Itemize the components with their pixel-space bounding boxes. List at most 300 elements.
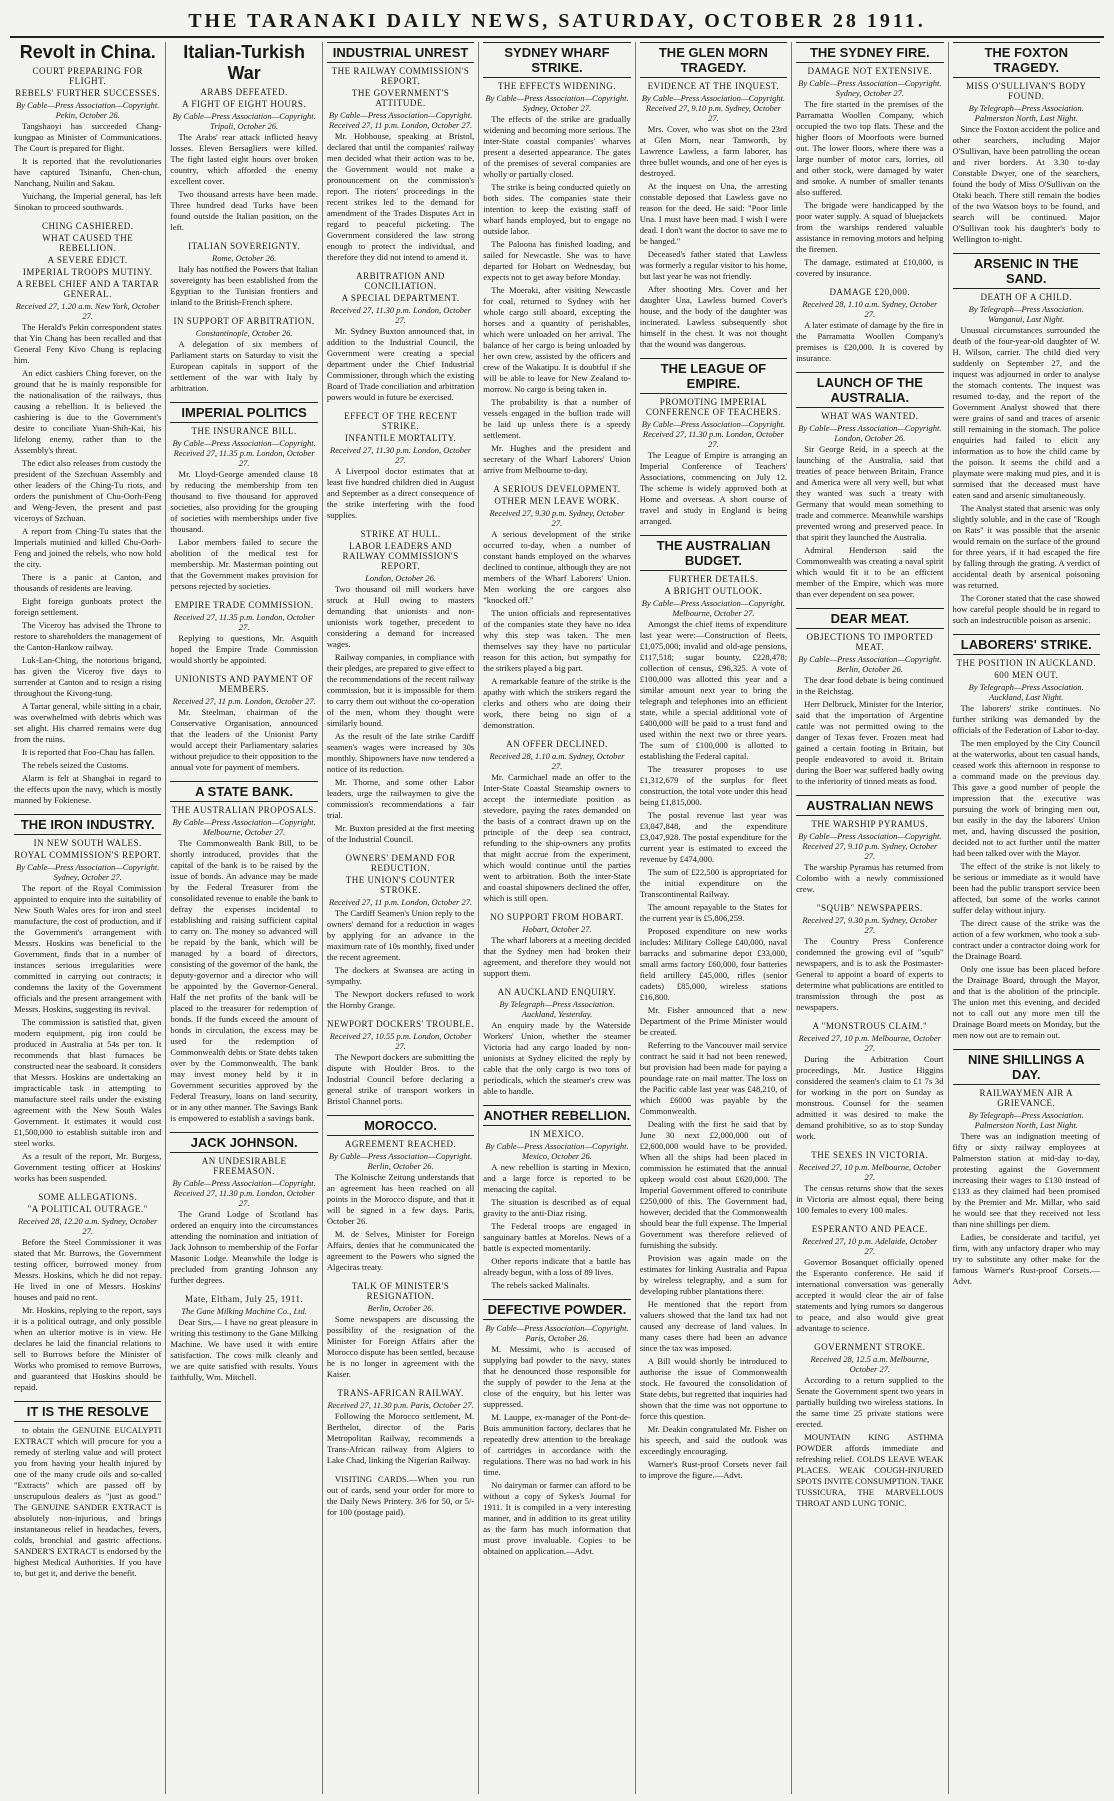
article-paragraph: Railway companies, in compliance with their pledges, are prepared to give effect to the recommendations of the recent railway commission, but it is impossible for them to carry them out without the co-operation of the men, whom they thought were similarly bound.: [326, 652, 475, 728]
article-paragraph: Mr. Hoskins, replying to the report, says it is a political outrage, and only possible when an ulterior motive is in view. He declares he laid the financial relations to sell to Burrows before the Minister of Works who promised to remove Burrows, and guaranteed that Hoskins should be repaid.: [14, 1305, 162, 1392]
article-headline: ARSENIC IN THE SAND.: [953, 253, 1100, 289]
article-subheading: DEATH OF A CHILD.: [980, 292, 1072, 302]
article-paragraph: The Moeraki, after visiting Newcastle for coal, returned to Sydney with her whole cargo still aboard, excepting the horses and a quantity of perishables, which were unloaded on her arrival. The balance of her cargo is being unloaded by her own crew, assisted by the officers and crew of the Wakatipu. It is doubtful if she will be able to leave for New Zealand to-morrow. No cargo is being taken in.: [483, 285, 631, 394]
article-headline: Italian-Turkish War: [183, 42, 305, 83]
article-paragraph: At the inquest on Una, the arresting constable deposed that Lawless gave no reason for the deed. He said: "Poor little Una. I must have been mad. I wish I were dead. I don't want the doctor to save me to be hanged.": [639, 181, 788, 246]
article-subheading: A FIGHT OF EIGHT HOURS.: [182, 99, 307, 109]
article-paragraph: Tangshaoyi has succeeded Chang-kungpao as Minister of Communications. The Court is prepared for flight.: [14, 121, 162, 153]
article-headline: IMPERIAL POLITICS: [170, 402, 317, 423]
article: [953, 253, 1100, 626]
article-byline: By Cable—Press Association—Copyright. Mexico, October 26.: [485, 1141, 629, 1161]
article-paragraph: Governor Bosanquet officially opened the Esperanto conference. He said if international conversation was generally accepted it would clear the air of false statements and lying rumors so dangerous to peace, and also would give great advantage to science.: [796, 1257, 944, 1333]
article: [327, 271, 474, 403]
article-byline: By Cable—Press Association—Copyright. Sydney, October 27.: [16, 862, 160, 882]
article: [483, 42, 630, 476]
article-headline: THE GLEN MORN TRAGEDY.: [640, 42, 787, 78]
article-paragraph: Mr. Sydney Buxton announced that, in addition to the Industrial Council, the Government were creating a special department under the Chief Industrial Commissioner, through which the existing Board of Trade conciliation and arbitration powers would in future be exercised.: [326, 326, 475, 402]
article-paragraph: As the result of the late strike Cardiff seamen's wages were increased by 30s monthly. Shipowners have now tendered a notice of its reduction.: [326, 731, 475, 774]
article-subheading: AGREEMENT REACHED.: [344, 1139, 457, 1149]
article-byline: Constantinople, October 26.: [195, 328, 293, 338]
article-byline: Received 27, 11.30 p.m. London, October 27.: [330, 305, 472, 325]
article-paragraph: The Cardiff Seamen's Union reply to the owners' demand for a reduction in wages by applying for an advance in the maximum rate of 10s monthly, fixed under the recent agreement.: [326, 908, 475, 962]
article-subheading: COURT PREPARING FOR FLIGHT.: [32, 66, 143, 86]
article: [953, 634, 1100, 1041]
article-paragraph: The damage, estimated at £10,000, is covered by insurance.: [796, 257, 944, 278]
article-byline: Received 28, 1.10 a.m. Sydney, October 27.: [489, 751, 625, 771]
article: [796, 372, 943, 600]
column-1: [10, 42, 166, 1794]
article-subheading: A SERIOUS DEVELOPMENT.: [493, 484, 621, 494]
article-paragraph: The Arabs' rear attack inflicted heavy losses. Eleven Bersagliers were killed. The fight lasted eight hours over broken country, which afforded the enemy excellent cover.: [170, 132, 318, 186]
article-byline: By Cable—Press Association—Copyright. Melbourne, October 27.: [641, 598, 786, 618]
article-subheading: OBJECTIONS TO IMPORTED MEAT.: [806, 632, 934, 652]
masthead: [10, 6, 1104, 38]
article-paragraph: An enquiry made by the Waterside Workers' Union, whether the steamer Victoria had any cargo loaded by non-unionists at Sydney elicited the reply by cable that the only cargo is two tons of periodicals, which the steamer's crew was able to handle.: [483, 1020, 631, 1096]
article: [170, 1294, 317, 1383]
article-paragraph: Labor members failed to secure the abolition of the medical test for membership. Mr. Masterman pointing out that the Government makes provision for persons rejected by societies.: [170, 537, 318, 591]
column-3: [323, 42, 479, 1794]
article-byline: By Cable—Press Association—Copyright. Received 27, 11.30 p.m. London, October 27.: [641, 419, 786, 449]
article-paragraph: Replying to questions, Mr. Asquith hoped the Empire Trade Commission would shortly be appointed.: [170, 633, 318, 665]
article-byline: By Cable—Press Association—Copyright. Berlin, October 26.: [798, 654, 942, 674]
article-subheading: IN NEW SOUTH WALES.: [33, 838, 142, 848]
article-byline: By Cable—Press Association—Copyright. Received 27, 11.30 p.m. London, October 27.: [172, 1178, 316, 1208]
article-subheading: A SEVERE EDICT.: [47, 255, 128, 265]
article-byline: Received 27, 10.55 p.m. London, October 27.: [329, 1031, 472, 1051]
article-paragraph: Mr. Thorne, and some other Labor leaders, urge the railwaymen to give the commission's recommendations a fair trial.: [326, 777, 475, 820]
article-byline: Received 28, 1.10 a.m. Sydney, October 27.: [802, 299, 938, 319]
article: [327, 853, 474, 1011]
article-subheading: A SPECIAL DEPARTMENT.: [341, 293, 460, 303]
article-subheading: THE SEXES IN VICTORIA.: [811, 1150, 929, 1160]
article-headline: ANOTHER REBELLION.: [483, 1105, 630, 1126]
article-headline: THE SYDNEY FIRE.: [796, 42, 943, 63]
article-subheading: TRANS-AFRICAN RAILWAY.: [337, 1388, 464, 1398]
article: [640, 358, 787, 527]
article-paragraph: A Bill would shortly be introduced to authorise the issue of Commonwealth stock. He favoured the consolidation of State debts, but regretted that inquiries had shown that the time was not opportune to force this question.: [639, 1356, 788, 1421]
article-paragraph: Mr. Carmichael made an offer to the Inter-State Coastal Steamship owners to accept the intermediate position as stevedore, paying the rates demanded on the basis of a contract drawn up on the principle of the deep sea contract, refunding to the ship-owners any profits that might accrue from the experiment, which would continue until the parties went to arbitration. Both the inter-State and coastal shipowners declined the offer, which is still open.: [483, 772, 631, 903]
article: [327, 42, 474, 263]
article-paragraph: The effect of the strike is not likely to be serious or immediate as it would have been had the public transport service been affected, but some of the works cannot suffer delay without injury.: [952, 861, 1100, 915]
article-paragraph: The Kolnische Zeitung understands that an agreement has been reached on all points in the Morocco dispute, and that it will be signed in a few days. Paris, October 26.: [326, 1172, 475, 1226]
article-paragraph: Warner's Rust-proof Corsets never fail to improve the figure.—Advt.: [639, 1459, 788, 1480]
article-subheading: ARABS DEFEATED.: [200, 87, 288, 97]
article-byline: By Cable—Press Association—Copyright. Received 27, 9.10 p.m. Sydney, October 27.: [641, 93, 786, 123]
article-paragraph: The rebels sacked Malinalts.: [491, 1280, 590, 1290]
article-paragraph: Mr. Lloyd-George amended clause 18 by reducing the membership from ten thousand to five thousand for approved societies, also providing for the grouping of societies with memberships under five thousand.: [170, 469, 318, 534]
article-paragraph: Italy has notified the Powers that Italian sovereignty has been established from the Egyptian to the Tunisian frontiers and inland to the British-French sphere.: [170, 264, 318, 307]
article-paragraph: The direct cause of the strike was the action of a few workmen, who took a sub-contract under a contractor doing work for the Drainage Board.: [952, 918, 1100, 961]
article-byline: Received 27, 9.30 p.m. Sydney, October 27.: [802, 915, 938, 935]
article-paragraph: The commission is satisfied that, given modern equipment, pig iron could be produced in Australia at 54s per ton. It recommends that blast furnaces be constructed near the seaboard. It considers that Messrs. Hoskins are undertaking an impracticable task in attempting to manufacture steel rails under the existing agreement with the New South Wales Government. It estimates it would cost £1,500,000 to establish suitable iron and steel works.: [14, 1017, 162, 1148]
article-paragraph: The situation is described as of equal gravity to the anti-Diaz rising.: [483, 1197, 631, 1218]
article-subheading: MISS O'SULLIVAN'S BODY FOUND.: [965, 81, 1087, 101]
article: [953, 1049, 1100, 1287]
article-paragraph: A serious development of the strike occurred to-day, when a number of constant hands employed on the wharves declined to continue, although they are not members of the Wharf Laborers' Union. Men working the ore cargoes also "knocked off.": [483, 529, 631, 605]
article-byline: By Cable—Press Association—Copyright. Melbourne, October 27.: [172, 817, 316, 837]
article: [640, 42, 787, 350]
article-byline: Received 27, 11 p.m. London, October 27.: [172, 696, 316, 706]
article-paragraph: Before the Steel Commissioner it was stated that Mr. Burrows, the Government testing officer, borrowed money from Messrs. Hoskins, which he did not repay. He lived in one of Messrs. Hoskins' houses and paid no rent.: [14, 1237, 162, 1302]
article-paragraph: The Commonwealth Bank Bill, to be shortly introduced, provides that the capital of the bank is to be raised by the issue of bonds. An advance may be made by the Federal Treasurer from the consolidated revenue to enable the bank to defray the expenses incidental to establishing and raising sufficient capital to carry on. The money so advanced will be repaid by the bank, which will be managed by a board of directors, consisting of the governor of the bank, the deputy-governor and a director who will be appointed by the Governor-General. Half the net profits of the bank will be placed to the treasurer for redemption of bonds. If the funds exceed the amount of bonds in circulation, the excess may be used for the redemption of Commonwealth debts or State debts taken over by the Commonwealth. The bank may invest money held by it in Government securities approved by the Federal Treasury, loans on land security, or in any other manner. The Savings Bank is empowered to establish a savings bank.: [170, 838, 318, 1123]
article-headline: NINE SHILLINGS A DAY.: [953, 1049, 1100, 1085]
article-byline: Hobart, October 27.: [522, 924, 592, 934]
article-paragraph: The strike is being conducted quietly on both sides. The companies state their intention to keep the existing staff of wharf hands employed, but to engage no outside labor.: [483, 182, 631, 236]
article-subheading: EVIDENCE AT THE INQUEST.: [647, 81, 780, 91]
article-headline: THE IRON INDUSTRY.: [14, 814, 161, 835]
article-paragraph: The Newport dockers refused to work the Hornby Grange.: [326, 989, 475, 1010]
article-subheading: THE RAILWAY COMMISSION'S REPORT.: [331, 66, 470, 86]
article-subheading: UNIONISTS AND PAYMENT OF MEMBERS.: [174, 674, 314, 694]
article-paragraph: A delegation of six members of Parliament starts on Saturday to visit the European capitals in support of the settlement of the war with Italy by arbitration.: [170, 339, 318, 393]
article-paragraph: The dockers at Swansea are acting in sympathy.: [326, 965, 475, 986]
article-byline: By Cable—Press Association—Copyright. Received 27, 11.35 p.m. London, October 27.: [172, 438, 316, 468]
article-headline: LAUNCH OF THE AUSTRALIA.: [796, 372, 943, 408]
article-paragraph: The Federal troops are engaged in sanguinary battles at Morelos. News of a battle is expected momentarily.: [483, 1221, 631, 1253]
article-subheading: AN UNDESIRABLE FREEMASON.: [201, 1156, 287, 1176]
article: [796, 1224, 943, 1334]
article-paragraph: A remarkable feature of the strike is the apathy with which the strikers regard the clerks and others who are doing their work, there being no sign of a demonstration.: [483, 676, 631, 730]
article-subheading: THE UNION'S COUNTER STROKE.: [345, 875, 456, 895]
article-subheading: PROMOTING IMPERIAL CONFERENCE OF TEACHERS.: [645, 397, 781, 417]
article-subheading: A "MONSTROUS CLAIM.": [812, 1021, 928, 1031]
article: [14, 814, 161, 1184]
article-paragraph: According to a return supplied to the Senate the Government spent two years in partially building two wireless stations. In the same time 25 private stations were erected.: [796, 1375, 944, 1429]
article: [327, 1474, 474, 1518]
article-paragraph: No dairyman or farmer can afford to be without a copy of Sykes's Journal for 1911. It is compiled in a very interesting manner, and in addition to its great utility as the farm has much information that must prove invaluable. Copies to be obtained on application.—Advt.: [483, 1480, 631, 1556]
article-byline: By Cable—Press Association—Copyright. Sydney, October 27.: [798, 78, 942, 98]
article-paragraph: The men employed by the City Council at the waterworks, about ten casual hands, ceased work this afternoon in response to a command made on the previous day. This gave a good number of people the impression that the executive was pursuing the work of bringing men out, but easily in the day the laborers' Union met, and, having discussed the position, decided not to act further until the matter had been talked over with the Mayor.: [952, 738, 1100, 858]
article-paragraph: The union officials and representatives of the companies state they have no idea why this step was taken. The men themselves say they have no particular reason for this action, but sympathy for the strikers played a big part.: [483, 608, 631, 673]
article: [796, 42, 943, 279]
article-paragraph: Herr Delbruck, Minister for the Interior, said that the importation of Argentine cattle was not permitted owing to the danger of Texas fever. Frozen meat had gained a certain footing in Britain, but people endeavored to avoid it. Britain during the Boer war suffered badly owing to the inferiority of tinned meats as food.: [796, 699, 944, 786]
article: [483, 484, 630, 731]
article-byline: Received 27, 9.30 p.m. Sydney, October 27.: [489, 508, 625, 528]
article-paragraph: to obtain the GENUINE EUCALYPTI EXTRACT which will procure for you a remedy of sterling value and will protect you from having your health injured by one of the many crude oils and so-called "Extracts" which are passed off by unscrupulous dealers as "just as good." The GENUINE SANDER EXTRACT is absolutely non-injurious, and brings instantaneous relief in headaches, fevers, colds, bronchial and gastric affections. SANDER'S EXTRACT is endorsed by the highest Medical Authorities. If you have to, but get it, and derive the benefit.: [14, 1425, 162, 1578]
article-headline: AUSTRALIAN NEWS: [796, 795, 943, 816]
article-subheading: DAMAGE £20,000.: [829, 287, 911, 297]
article: [796, 1150, 943, 1216]
article-byline: By Telegraph—Press Association. Palmerston North, Last Night.: [968, 103, 1084, 123]
article-paragraph: Amongst the chief items of expenditure last year were:—Construction of fleets, £1,075,000; invalid and old-age pensions, £117,518; sugar bounty, £228,478; collection of census, £96,325. A vote of £100,000 was allotted this year and a similar amount next year to bring the telegraph and telephones into an efficient state, while a special additional vote of £400,000 will be paid to a trust fund and used within the next two or three years. The sum of £100,000 is allotted to establishing the Federal capital.: [639, 619, 788, 761]
article-subheading: TALK OF MINISTER'S RESIGNATION.: [351, 1281, 450, 1301]
article-subheading: AN OFFER DECLINED.: [506, 739, 608, 749]
article: [483, 912, 630, 979]
article-paragraph: There was an indignation meeting of fifty or sixty railway employees at Palmerston station at mid-day to-day, protesting against the Government increasing their wages to £130 instead of £133 as they claimed had been promised by the Premier and Mr. Millar, who said he would see that they received not less than nine shillings per diem.: [952, 1131, 1100, 1229]
article-paragraph: A Tartar general, while sitting in a chair, was overwhelmed with debris which was set alight. His charred remains were dug from the ruins.: [14, 701, 162, 744]
article: [170, 781, 317, 1124]
article-paragraph: During the Arbitration Court proceedings, Mr. Justice Higgins considered the seamen's claim to £1 7s 3d for working in the port on Sunday as monstrous. Counsel for the seamen admitted it was desired to make the demand prohibitive, so as to stop Sunday work.: [796, 1054, 944, 1141]
article: [14, 1192, 161, 1393]
article: [170, 402, 317, 592]
article-paragraph: An edict cashiers Ching forever, on the ground that he is mainly responsible for the nationalisation of the railways, thus causing a rebellion. It is believed the cashiering is due to the Government's desire to conciliate Yuan-Shih-Kai, his lifelong enemy, rather than to the Assembly's threat.: [14, 368, 162, 455]
article-byline: Received 28, 12.20 a.m. Sydney, October 27.: [18, 1216, 158, 1236]
article-byline: Received 27, 11 p.m. London, October 27.: [328, 897, 473, 907]
article-paragraph: VISITING CARDS.—When you run out of cards, send your order for more to the Daily News Printery. 3/6 for 50, or 5/- for 100 (postage paid).: [326, 1474, 475, 1517]
article-paragraph: Provision was again made on the estimates for linking Australia and Papua by wireless telegraphy, and a sum for developing rubber plantations there.: [639, 1253, 788, 1296]
article-headline: DEAR MEAT.: [796, 608, 943, 629]
article: [170, 1132, 317, 1286]
article-paragraph: The fire started in the premises of the Parramatta Woollen Company, which occupied the two top flats. These and the higher floors of Moorfoots were burned out. The lower floors, where there was a large number of motor cars, lorries, oil and other stock, were damaged by water and smoke. A number of smaller tenants also suffered.: [796, 99, 944, 197]
article: [170, 600, 317, 666]
article-paragraph: The laborers' strike continues. No further striking was demanded by the officials of the Federation of Labor to-day.: [952, 703, 1100, 735]
article: [327, 529, 474, 845]
article-byline: By Cable—Press Association—Copyright. Sydney, October 27.: [485, 93, 629, 113]
article-paragraph: The probability is that a number of vessels engaged in the bullion trade will be laid up unless there is a speedy settlement.: [483, 397, 631, 440]
article: [14, 1401, 161, 1579]
article-paragraph: Dear Sirs,— I have no great pleasure in writing this testimony to the Gane Milking Machine. We have used it with entire satisfaction. The cows milk cleanly and we are quite satisfied with results. Yours faithfully, Wm. Mitchell.: [170, 1317, 318, 1382]
article-paragraph: A later estimate of damage by the fire in the Parramatta Woollen Company's premises is £20,000. It is covered by insurance.: [796, 320, 944, 363]
article-paragraph: After shooting Mrs. Cover and her daughter Una, Lawless burned Cover's house, and the body of the daughter was incinerated. Lawless subsequently shot himself in the chest. It was not thought that the wound was dangerous.: [639, 284, 788, 349]
article-byline: Received 27, 1.20 a.m. New York, October 27.: [15, 301, 160, 321]
article-paragraph: The census returns show that the sexes in Victoria are almost equal, there being 100 females to every 100 males.: [796, 1183, 944, 1215]
column-7: [949, 42, 1104, 1794]
article-paragraph: Unusual circumstances surrounded the death of the four-year-old daughter of W. H. Wilson, carrier. The child died very suddenly on September 27, and the inquest was adjourned in order to analyse the stomach contents. The inquest was resumed to-day, and the report of the Government Analyst showed that there were grains of sand and traces of arsenic still remaining in the stomach. The police enquiries had failed to elicit any information as to how the child came by the poison. It seems the child and a playmate were making mud pies, and it is surmised that the deceased must have eaten sand and arsenic simultaneously.: [952, 325, 1100, 500]
article-subheading: FURTHER DETAILS.: [668, 574, 759, 584]
article-subheading: DAMAGE NOT EXTENSIVE.: [807, 66, 933, 76]
article-headline: IT IS THE RESOLVE: [14, 1401, 161, 1422]
article-headline: THE AUSTRALIAN BUDGET.: [640, 535, 787, 571]
article-headline: INDUSTRIAL UNREST: [327, 42, 474, 63]
article-subheading: ITALIAN SOVEREIGNTY.: [188, 241, 301, 251]
article-subheading: LABOR LEADERS AND RAILWAY COMMISSION'S REPORT.: [342, 541, 459, 571]
article-paragraph: A new rebellion is starting in Mexico, and a large force is reported to be menacing the capital.: [483, 1162, 631, 1194]
article-subheading: GOVERNMENT STROKE.: [814, 1342, 926, 1352]
article-paragraph: The report of the Royal Commission appointed to enquire into the suitability of New South Wales ores for iron and steel manufacture, the cost of production, and if the Government's arrangement with Messrs. Hoskins was beneficial to the Government, finds that in a number of instances serious irregularities were committed in carrying out contracts; it condemns the laxity of the Government officials and the present arrangement with Messrs. Hoskins, suggesting its revival.: [14, 883, 162, 1014]
article-paragraph: Mr. Fisher announced that a new Department of the Prime Minister would be created.: [639, 1005, 788, 1037]
article-paragraph: Mr. Hobhouse, speaking at Bristol, declared that until the companies' railway men decided what their action was to be, the Government would not make a pronouncement on the commission's report. The rioters' proceedings in the recent strikes led to the demand for amendment of the Trades Disputes Act in regard to peaceful picketing. The Government considered the law strong enough to protect the individual, and therefore they did not intend to amend it.: [326, 131, 475, 262]
article-paragraph: The effects of the strike are gradually widening and becoming more serious. The inter-State coastal companies' wharves present a deserted appearance. The gates of the premises of several companies are wholly or partially closed.: [483, 114, 631, 179]
article-paragraph: A Liverpool doctor estimates that at least five hundred children died in August and September as a direct consequence of the strike interfering with the food supplies.: [326, 466, 475, 520]
article-subheading: THE AUSTRALIAN PROPOSALS.: [171, 805, 317, 815]
article-byline: Received 27, 11.35 p.m. London, October 27.: [173, 612, 315, 632]
article-byline: By Telegraph—Press Association. Auckland, Last Night.: [968, 682, 1084, 702]
article-paragraph: Since the Foxton accident the police and other searchers, including Major O'Sullivan, have been patrolling the ocean and river borders. At 3.30 to-day Constable Dwyer, one of the searchers, found the body of Miss O'Sullivan on the Otaki beach. There still remain the bodies of the two Watson boys to be found, and search will be continued. Major O'Sullivan took his daughter's body to Wellington to-night.: [952, 124, 1100, 244]
article-subheading: ESPERANTO AND PEACE.: [811, 1224, 928, 1234]
article-paragraph: The warship Pyramus has returned from Colombo with a newly commissioned crew.: [796, 862, 944, 894]
article-subheading: ARBITRATION AND CONCILIATION.: [356, 271, 445, 291]
article-headline: A STATE BANK.: [170, 781, 317, 802]
article-subheading: STRIKE AT HULL.: [360, 529, 441, 539]
article-subheading: CHING CASHIERED.: [41, 221, 134, 231]
article-paragraph: He mentioned that the report from valuers showed that the land tax had not caused any decrease of land values. In many cases there had been an advance since the tax was imposed.: [639, 1299, 788, 1353]
article-subheading: REBELS' FURTHER SUCCESSES.: [15, 88, 161, 98]
article-headline: Revolt in China.: [19, 42, 156, 62]
article: [483, 739, 630, 904]
article-paragraph: Mr. Hughes and the president and secretary of the Wharf Laborers' Union arrive from Melbourne to-day.: [483, 443, 631, 475]
article: [327, 1281, 474, 1380]
article-subheading: NO SUPPORT FROM HOBART.: [490, 912, 624, 922]
article-headline: SYDNEY WHARF STRIKE.: [483, 42, 630, 78]
article-headline: THE FOXTON TRAGEDY.: [953, 42, 1100, 78]
article-paragraph: Mr. Deakin congratulated Mr. Fisher on his speech, and said the outlook was exceedingly encouraging.: [639, 1424, 788, 1456]
article-subheading: IN SUPPORT OF ARBITRATION.: [173, 316, 315, 326]
article-subheading: WHAT CAUSED THE REBELLION.: [42, 233, 134, 253]
article-paragraph: Eight foreign gunboats protect the foreign settlement.: [14, 596, 162, 617]
article-paragraph: M. de Selves, Minister for Foreign Affairs, denies that he communicated the agreement to the Powers who signed the Algeciras treaty.: [326, 1229, 475, 1272]
article-paragraph: Deceased's father stated that Lawless was formerly a regular visitor to his home, but last year he was not friendly.: [639, 249, 788, 281]
article-byline: Received 27, 11.30 p.m. Paris, October 27.: [327, 1400, 474, 1410]
masthead-title: THE TARANAKI DAILY NEWS, SATURDAY, OCTOBER 28 1911.: [188, 9, 926, 32]
article-subheading: OTHER MEN LEAVE WORK.: [494, 496, 620, 506]
article-subheading: AN AUCKLAND ENQUIRY.: [497, 987, 617, 997]
article-paragraph: The wharf laborers at a meeting decided that the Sydney men had broken their agreement, and therefore they would not support them.: [483, 935, 631, 978]
article-paragraph: Ladies, be considerate and tactful, yet firm, with any unfactory draper who may try to substitute any other make for the famous Warner's Rust-proof Corsets.—Advt.: [952, 1232, 1100, 1286]
article-paragraph: The Herald's Pekin correspondent states that Yin Chang has been recalled and that General Feny Kivo Chung is replacing him.: [14, 322, 162, 365]
article-paragraph: Mrs. Cover, who was shot on the 23rd at Glen Morn, near Tamworth, by Lawrence Lawless, a farm laborer, has three bullet wounds, and one of her eyes is destroyed.: [639, 124, 788, 178]
article-paragraph: Mr. Buxton presided at the first meeting of the Industrial Council.: [326, 823, 475, 844]
article-subheading: RAILWAYMEN AIR A GRIEVANCE.: [979, 1088, 1073, 1108]
article-byline: By Cable—Press Association—Copyright. Pekin, October 26.: [16, 100, 160, 120]
article: [796, 1021, 943, 1142]
article-paragraph: The rebels seized the Customs.: [22, 760, 129, 770]
article-subheading: THE GOVERNMENT'S ATTITUDE.: [351, 88, 450, 108]
article-paragraph: Alarm is felt at Shanghai in regard to the effects upon the navy, which is mostly manned by Fokienese.: [14, 773, 162, 805]
article-subheading: THE WARSHIP PYRAMUS.: [811, 819, 929, 829]
columns: [10, 42, 1104, 1794]
article: [327, 1115, 474, 1273]
article: [170, 674, 317, 773]
article-paragraph: Some newspapers are discussing the possibility of the resignation of the Minister for Foreign Affairs after the Morocco dispute has been settled, because he is no longer in agreement with the Kaiser.: [326, 1314, 475, 1379]
article-byline: By Cable—Press Association—Copyright. Tripoli, October 26.: [172, 111, 316, 131]
article-paragraph: Admiral Henderson said the Commonwealth was creating a naval spirit which would fit it to be an efficient member of the Empire, which was more than ever dependent on sea power.: [796, 545, 944, 599]
article-paragraph: Mr. Steelman, chairman of the Conservative Organisation, announced that the leaders of the Unionist Party would accept their Parliamentary salaries without prejudice to their opposition to the annual vote for payment of members.: [170, 707, 318, 772]
article-paragraph: Yuichang, the Imperial general, has left Sinokan to proceed southwards.: [14, 191, 162, 212]
column-6: [792, 42, 948, 1794]
article-subheading: "A POLITICAL OUTRAGE.": [27, 1204, 148, 1214]
article-subheading: IN MEXICO.: [529, 1129, 585, 1139]
article-subheading: EFFECT OF THE RECENT STRIKE.: [344, 411, 458, 431]
article-headline: JACK JOHNSON.: [170, 1132, 317, 1153]
article-paragraph: Referring to the Vancouver mail service contract he said it had not been renewed, but provision had been made for paying a poundage rate on mail matter. The loss on the Pacific cable last year was £48,210, of which £6000 was payable by the Commonwealth.: [639, 1040, 788, 1116]
article-paragraph: The Coroner stated that the case showed how careful people should be in regard to such an indestructible poison as arsenic.: [952, 593, 1100, 625]
article-paragraph: MOUNTAIN KING ASTHMA POWDER affords immediate and refreshing relief. COLDS LEAVE WEAK PLACES. WEAK COUGH-INJURED SPOTS INVITE CONSUMPTION. TAKE TUSSICURA, THE MARVELLOUS THROAT AND LUNG TONIC.: [796, 1432, 944, 1508]
article-byline: By Cable—Press Association—Copyright. Berlin, October 26.: [328, 1151, 473, 1171]
article: [483, 1299, 630, 1557]
article-subheading: IMPERIAL TROOPS MUTINY.: [22, 267, 153, 277]
article-paragraph: Sir George Reid, in a speech at the launching of the Australia, said that treaties of peace between Britain, France and America were all very well, but what they wanted was such a treaty with Germany that would mean something to trade and commerce. Meanwhile warships prevented wrong and preserved peace. In that spirit they launched the Australia.: [796, 444, 944, 542]
article-paragraph: The amount repayable to the States for the current year is £5,806,259.: [639, 902, 788, 923]
article: [14, 42, 161, 213]
article-paragraph: The League of Empire is arranging an Imperial Conference of Teachers' Associations, commencing on July 12. The scheme is widely approved both at Home and overseas. A short course of travel and study in England is being arranged.: [639, 450, 788, 526]
article: [170, 241, 317, 308]
article: [170, 42, 317, 233]
article: [796, 287, 943, 364]
article-paragraph: Two thousand oil mill workers have struck at Hull owing to masters demanding that unionists and non-unionists work together, precedent to considering a demand for increased wages.: [326, 584, 475, 649]
article-paragraph: A report from Ching-Tu states that the Imperials mutinied and killed Chu-Oorh-Feng and joined the rebels, who now hold the city.: [14, 526, 162, 569]
article-byline: By Cable—Press Association—Copyright. Received 27, 9.10 p.m. Sydney, October 27.: [798, 831, 942, 861]
article-headline: LABORERS' STRIKE.: [953, 634, 1100, 655]
article-subheading: THE POSITION IN AUCKLAND.: [956, 658, 1096, 668]
article-paragraph: The Analyst stated that arsenic was only slightly soluble, and in the case of "Rough on Rats" it was possible that the arsenic would remain on the surface of the ground for three years, if it had escaped the fire by falling through the grating. A verdict of accidental death by arsenical poisoning was returned.: [952, 503, 1100, 590]
article-paragraph: The treasurer proposes to use £1,312,679 of the surplus for fleet construction, the total vote under this head being £1,815,000.: [639, 764, 788, 807]
article-paragraph: The Newport dockers are submitting the dispute with Houlder Bros. to the Industrial Council before declaring a general strike of transport workers in Bristol Channel ports.: [326, 1052, 475, 1106]
article-subheading: INFANTILE MORTALITY.: [344, 433, 457, 443]
column-4: [479, 42, 635, 1794]
article-subheading: THE EFFECTS WIDENING.: [497, 81, 617, 91]
article: [170, 316, 317, 394]
article-subheading: A REBEL CHIEF AND A TARTAR GENERAL.: [16, 279, 160, 299]
article-subheading: ROYAL COMMISSION'S REPORT.: [14, 850, 162, 860]
article: [796, 1342, 943, 1509]
article-paragraph: The postal revenue last year was £3,047,848, and the expenditure £3,047,928. The postal expenditure for the current year is estimated to exceed the revenue by £474,000.: [639, 810, 788, 864]
article-subheading: "SQUIB" NEWSPAPERS.: [816, 903, 923, 913]
article-byline: London, October 26.: [365, 573, 436, 583]
article: [796, 608, 943, 787]
article-paragraph: As a result of the report, Mr. Burgess, Government testing officer at Hoskins' works has been suspended.: [14, 1151, 162, 1183]
article-byline: By Telegraph—Press Association. Palmerston North, Last Night.: [968, 1110, 1084, 1130]
article-byline: Rome, October 26.: [212, 253, 277, 263]
article-paragraph: There is a panic at Canton, and thousands of residents are leaving.: [14, 572, 162, 593]
article-subheading: NEWPORT DOCKERS' TROUBLE.: [327, 1019, 475, 1029]
article-subheading: WHAT WAS WANTED.: [821, 411, 919, 421]
article: [796, 903, 943, 1013]
article-paragraph: The dear food debate is being continued in the Reichstag.: [796, 675, 944, 696]
article-subheading: A BRIGHT OUTLOOK.: [664, 586, 763, 596]
article-byline: By Telegraph—Press Association. Wanganui, Last Night.: [968, 304, 1084, 324]
article-byline: Received 28, 12.5 a.m. Melbourne, October 27.: [810, 1354, 930, 1374]
article: [327, 411, 474, 521]
article-byline: Received 27, 10 p.m. Melbourne, October 27.: [798, 1033, 941, 1053]
article-byline: The Gane Milking Machine Co., Ltd.: [181, 1306, 307, 1316]
article-paragraph: Two thousand arrests have been made. Three hundred dead Turks have been found outside the Italian position, on the left.: [170, 189, 318, 232]
article-paragraph: Other reports indicate that a battle has already begun, with a loss of 89 lives.: [483, 1256, 631, 1277]
article-subheading: OWNERS' DEMAND FOR REDUCTION.: [345, 853, 456, 873]
column-5: [636, 42, 792, 1794]
article-paragraph: The Viceroy has advised the Throne to restore to shareholders the management of the Canton-Hankow railway.: [14, 620, 162, 652]
article-paragraph: Only one issue has been placed before the Drainage Board, through the Mayor, and that is the abolition of the principle. The union met this evening, and decided not to call out any more men till the Drainage Board meets on Monday, but the men now out are to remain out.: [952, 964, 1100, 1040]
article-paragraph: Dealing with the first he said that by June 30 next £2,000,000 out of £2,600,000 would have to be provided. When all the ships had been placed in commission he estimated that the annual upkeep would cost about £620,000. The Imperial Government offered to contribute £250,000 of this. The Government had, however, decided that the Commonwealth should bear the full expense. The Imperial Government was therefore relieved of furnishing the subsidy.: [639, 1119, 788, 1250]
article: [796, 795, 943, 895]
article: [327, 1019, 474, 1107]
article-subheading: SOME ALLEGATIONS.: [38, 1192, 138, 1202]
article-headline: THE LEAGUE OF EMPIRE.: [640, 358, 787, 394]
article-byline: By Cable—Press Association—Copyright. Paris, October 26.: [485, 1323, 629, 1343]
article-paragraph: The Paloona has finished loading, and sailed for Newcastle. She was to have departed for Hobart on Wednesday, but expects not to get away before Monday.: [483, 239, 631, 282]
article-subheading: 600 MEN OUT.: [994, 670, 1059, 680]
article-byline: Received 27, 10 p.m. Adelaide, October 27.: [802, 1236, 938, 1256]
column-2: [166, 42, 322, 1794]
article-byline: Received 27, 10 p.m. Melbourne, October 27.: [798, 1162, 941, 1182]
article-byline: By Cable—Press Association—Copyright. Received 27, 11 p.m. London, October 27.: [328, 110, 473, 130]
article: [327, 1388, 474, 1466]
article-byline: Berlin, October 26.: [367, 1303, 434, 1313]
article-subheading: THE INSURANCE BILL.: [191, 426, 297, 436]
article-subheading: EMPIRE TRADE COMMISSION.: [174, 600, 314, 610]
article-paragraph: The edict also releases from custody the president of the Szechuan Assembly and other leaders of the Ching-Tu riots, and orders the punishment of Chu-Oorh-Feng and Weng-Jeven, the present and past viceroys of Szchuan.: [14, 458, 162, 523]
article-paragraph: It is reported that Foo-Chau has fallen.: [22, 747, 155, 757]
article-paragraph: Proposed expenditure on new works includes: Military College £40,000, naval barracks and submarine depot £33,000, small arms factory £60,000, four batteries field artillery £45,000, rifles (senior cadets) £85,000, wireless stations £16,800.: [639, 926, 788, 1002]
article-paragraph: M. Lauppe, ex-manager of the Pont-de-Buis ammunition factory, declares that he repeatedly drew attention to the breakage of cartridges in accordance with the regulations. There was no bad work in his time.: [483, 1412, 631, 1477]
article-paragraph: M. Messimi, who is accused of supplying bad powder to the navy, states that he denounced those responsible for the supply of powder to the Jena at the close of the enquiry, but his letter was suppressed.: [483, 1344, 631, 1409]
article: [953, 42, 1100, 245]
article-paragraph: It is reported that the revolutionaries have captured Tsinanfu, Chen-chun, Nanchang, Nuilin and Sakau.: [14, 156, 162, 188]
article-headline: DEFECTIVE POWDER.: [483, 1299, 630, 1320]
article-subheading: Mate, Eltham, July 25, 1911.: [185, 1294, 304, 1304]
article-paragraph: The Grand Lodge of Scotland has ordered an enquiry into the circumstances attending the nomination and initiation of Jack Johnson to membership of the Forfar Masonic Lodge. Meanwhile the lodge is precluded from granting Johnson any further degrees.: [170, 1209, 318, 1285]
article-paragraph: The Country Press Conference condemned the growing evil of "squib" newspapers, and is to ask the Postmaster-General to appoint a board of experts to determine what publications are entitled to transmission through the post as newspapers.: [796, 936, 944, 1012]
article-paragraph: The sum of £22,500 is appropriated for the initial expenditure on the Transcontinental Railway.: [639, 867, 788, 899]
article-byline: Received 27, 11.30 p.m. London, October 27.: [330, 445, 472, 465]
article: [640, 535, 787, 1481]
article-headline: MOROCCO.: [327, 1115, 474, 1136]
article-paragraph: Luk-Lan-Ching, the notorious brigand, has given the Viceroy five days to surrender at Canton and to resign a rising throughout the Kivong-tung.: [14, 655, 162, 698]
article: [483, 987, 630, 1097]
article-byline: By Telegraph—Press Association. Auckland, Yesterday.: [499, 999, 615, 1019]
article-byline: By Cable—Press Association—Copyright. London, October 26.: [798, 423, 942, 443]
article: [14, 221, 161, 806]
article-paragraph: The brigade were handicapped by the poor water supply. A squad of bluejackets from the warships rendered valuable assistance in removing motors and helping the firemen.: [796, 200, 944, 254]
